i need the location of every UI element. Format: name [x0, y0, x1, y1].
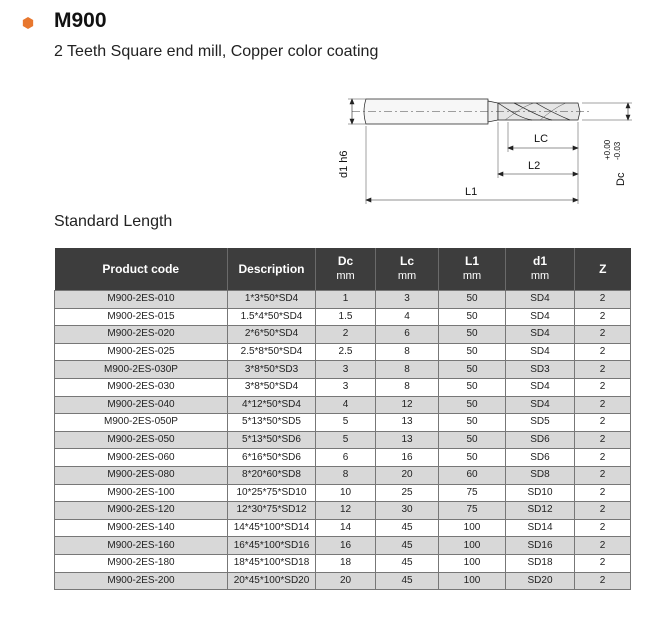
- table-cell: M900-2ES-060: [55, 449, 228, 467]
- table-cell: SD18: [506, 554, 575, 572]
- table-cell: 5*13*50*SD5: [228, 414, 316, 432]
- table-cell: 4*12*50*SD4: [228, 396, 316, 414]
- column-header-label: Description: [238, 261, 305, 276]
- table-cell: 5: [316, 431, 376, 449]
- product-subtitle: 2 Teeth Square end mill, Copper color coating: [54, 43, 379, 60]
- table-cell: 2: [575, 378, 631, 396]
- table-cell: 6: [376, 326, 439, 344]
- table-cell: M900-2ES-040: [55, 396, 228, 414]
- table-cell: M900-2ES-080: [55, 466, 228, 484]
- table-cell: 6: [316, 449, 376, 467]
- end-mill-diagram: [320, 84, 640, 210]
- table-cell: 14*45*100*SD14: [228, 519, 316, 537]
- table-cell: 2: [575, 361, 631, 379]
- table-cell: 100: [439, 537, 506, 555]
- table-cell: M900-2ES-160: [55, 537, 228, 555]
- table-cell: 2: [575, 554, 631, 572]
- table-cell: 8: [376, 378, 439, 396]
- column-header-label: d1: [532, 254, 547, 268]
- table-cell: SD4: [506, 396, 575, 414]
- table-cell: 18: [316, 554, 376, 572]
- table-row: [55, 431, 631, 449]
- dc-label: Dc: [615, 172, 627, 186]
- table-cell: 2: [575, 308, 631, 326]
- table-cell: 16: [316, 537, 376, 555]
- table-cell: 5*13*50*SD6: [228, 431, 316, 449]
- column-header-unit: mm: [336, 270, 355, 282]
- l1-label: L1: [465, 186, 478, 198]
- table-cell: 45: [376, 572, 439, 590]
- table-cell: M900-2ES-030: [55, 378, 228, 396]
- table-row: [55, 466, 631, 484]
- table-cell: SD6: [506, 449, 575, 467]
- lc-label: LC: [534, 133, 549, 145]
- table-cell: SD5: [506, 414, 575, 432]
- table-cell: SD4: [506, 308, 575, 326]
- table-cell: 20: [376, 466, 439, 484]
- table-cell: 1.5: [316, 308, 376, 326]
- column-header-label: Dc: [337, 254, 354, 268]
- table-cell: 4: [316, 396, 376, 414]
- table-cell: 2: [575, 519, 631, 537]
- column-header: [55, 248, 228, 291]
- column-header-label: Z: [599, 261, 607, 276]
- table-cell: 3*8*50*SD4: [228, 378, 316, 396]
- table-body: [55, 291, 631, 590]
- table-cell: M900-2ES-025: [55, 343, 228, 361]
- table-cell: 50: [439, 378, 506, 396]
- table-cell: 12: [316, 502, 376, 520]
- table-cell: 14: [316, 519, 376, 537]
- table-cell: 12*30*75*SD12: [228, 502, 316, 520]
- table-cell: 50: [439, 361, 506, 379]
- table-cell: 2: [575, 572, 631, 590]
- table-cell: 5: [316, 414, 376, 432]
- column-header-unit: mm: [462, 270, 482, 282]
- table-cell: 18*45*100*SD18: [228, 554, 316, 572]
- table-cell: 50: [439, 343, 506, 361]
- column-header: [316, 248, 376, 291]
- table-cell: 2: [316, 326, 376, 344]
- table-cell: M900-2ES-050P: [55, 414, 228, 432]
- table-cell: 10: [316, 484, 376, 502]
- table-cell: 75: [439, 502, 506, 520]
- table-cell: 16*45*100*SD16: [228, 537, 316, 555]
- column-header: [439, 248, 506, 291]
- column-header: [575, 248, 631, 291]
- table-cell: 50: [439, 414, 506, 432]
- table-row: [55, 449, 631, 467]
- table-cell: 2: [575, 326, 631, 344]
- table-cell: 8: [316, 466, 376, 484]
- table-row: [55, 361, 631, 379]
- table-cell: 6*16*50*SD6: [228, 449, 316, 467]
- column-header-label: L1: [464, 254, 479, 268]
- table-cell: 4: [376, 308, 439, 326]
- table-cell: 2: [575, 396, 631, 414]
- table-cell: M900-2ES-100: [55, 484, 228, 502]
- table-cell: 50: [439, 449, 506, 467]
- table-cell: M900-2ES-020: [55, 326, 228, 344]
- spec-table: [54, 248, 631, 590]
- table-cell: 13: [376, 431, 439, 449]
- table-cell: 2: [575, 466, 631, 484]
- table-cell: 2: [575, 449, 631, 467]
- table-cell: 50: [439, 326, 506, 344]
- table-header-row: [55, 248, 631, 291]
- column-header: [506, 248, 575, 291]
- table-cell: 13: [376, 414, 439, 432]
- column-header-label: Product code: [102, 261, 180, 276]
- table-cell: 25: [376, 484, 439, 502]
- table-cell: 16: [376, 449, 439, 467]
- table-cell: 60: [439, 466, 506, 484]
- table-cell: 50: [439, 431, 506, 449]
- table-cell: 100: [439, 572, 506, 590]
- table-cell: 2: [575, 343, 631, 361]
- tolerance-upper: +0.00: [603, 139, 612, 160]
- table-cell: 1*3*50*SD4: [228, 291, 316, 309]
- column-header-unit: mm: [397, 270, 417, 282]
- table-cell: 12: [376, 396, 439, 414]
- table-cell: SD16: [506, 537, 575, 555]
- table-row: [55, 572, 631, 590]
- table-row: [55, 343, 631, 361]
- table-row: [55, 326, 631, 344]
- table-cell: 2: [575, 537, 631, 555]
- table-cell: 20: [316, 572, 376, 590]
- column-header-label: Lc: [399, 254, 414, 268]
- table-cell: M900-2ES-120: [55, 502, 228, 520]
- table-cell: 50: [439, 396, 506, 414]
- table-cell: M900-2ES-010: [55, 291, 228, 309]
- table-cell: 2: [575, 502, 631, 520]
- table-cell: SD8: [506, 466, 575, 484]
- table-cell: 75: [439, 484, 506, 502]
- table-cell: 2.5*8*50*SD4: [228, 343, 316, 361]
- d1-label: d1 h6: [338, 150, 350, 178]
- table-cell: 3: [376, 291, 439, 309]
- table-cell: 3: [316, 378, 376, 396]
- table-cell: 1.5*4*50*SD4: [228, 308, 316, 326]
- table-row: [55, 291, 631, 309]
- table-row: [55, 519, 631, 537]
- table-row: [55, 554, 631, 572]
- product-title: M900: [54, 9, 107, 32]
- table-cell: 45: [376, 537, 439, 555]
- table-cell: 8*20*60*SD8: [228, 466, 316, 484]
- table-cell: 10*25*75*SD10: [228, 484, 316, 502]
- table-cell: 50: [439, 291, 506, 309]
- table-row: [55, 537, 631, 555]
- table-cell: SD4: [506, 378, 575, 396]
- table-cell: 100: [439, 554, 506, 572]
- table-cell: 2: [575, 431, 631, 449]
- table-cell: 8: [376, 343, 439, 361]
- table-cell: 2.5: [316, 343, 376, 361]
- table-cell: SD20: [506, 572, 575, 590]
- table-cell: 45: [376, 554, 439, 572]
- table-row: [55, 396, 631, 414]
- table-row: [55, 484, 631, 502]
- orange-hexagon-icon: [22, 17, 34, 29]
- table-cell: SD6: [506, 431, 575, 449]
- table-cell: M900-2ES-015: [55, 308, 228, 326]
- table-cell: 2: [575, 484, 631, 502]
- table-row: [55, 308, 631, 326]
- table-cell: 45: [376, 519, 439, 537]
- table-cell: 8: [376, 361, 439, 379]
- table-cell: 2: [575, 414, 631, 432]
- table-cell: M900-2ES-200: [55, 572, 228, 590]
- table-cell: 2: [575, 291, 631, 309]
- table-cell: SD3: [506, 361, 575, 379]
- table-cell: M900-2ES-140: [55, 519, 228, 537]
- table-row: [55, 378, 631, 396]
- table-cell: 3*8*50*SD3: [228, 361, 316, 379]
- l2-label: L2: [528, 160, 541, 172]
- table-cell: SD4: [506, 326, 575, 344]
- table-cell: SD12: [506, 502, 575, 520]
- column-header: [228, 248, 316, 291]
- table-cell: M900-2ES-180: [55, 554, 228, 572]
- table-cell: M900-2ES-050: [55, 431, 228, 449]
- table-cell: 3: [316, 361, 376, 379]
- table-cell: 30: [376, 502, 439, 520]
- table-cell: 2*6*50*SD4: [228, 326, 316, 344]
- table-cell: 100: [439, 519, 506, 537]
- column-header: [376, 248, 439, 291]
- tolerance-lower: -0.03: [613, 141, 622, 160]
- table-cell: M900-2ES-030P: [55, 361, 228, 379]
- table-cell: 20*45*100*SD20: [228, 572, 316, 590]
- table-cell: SD4: [506, 343, 575, 361]
- table-cell: SD10: [506, 484, 575, 502]
- table-cell: 50: [439, 308, 506, 326]
- table-row: [55, 502, 631, 520]
- section-title: Standard Length: [54, 213, 173, 230]
- table-cell: SD4: [506, 291, 575, 309]
- table-cell: 1: [316, 291, 376, 309]
- table-cell: SD14: [506, 519, 575, 537]
- column-header-unit: mm: [530, 270, 550, 282]
- table-row: [55, 414, 631, 432]
